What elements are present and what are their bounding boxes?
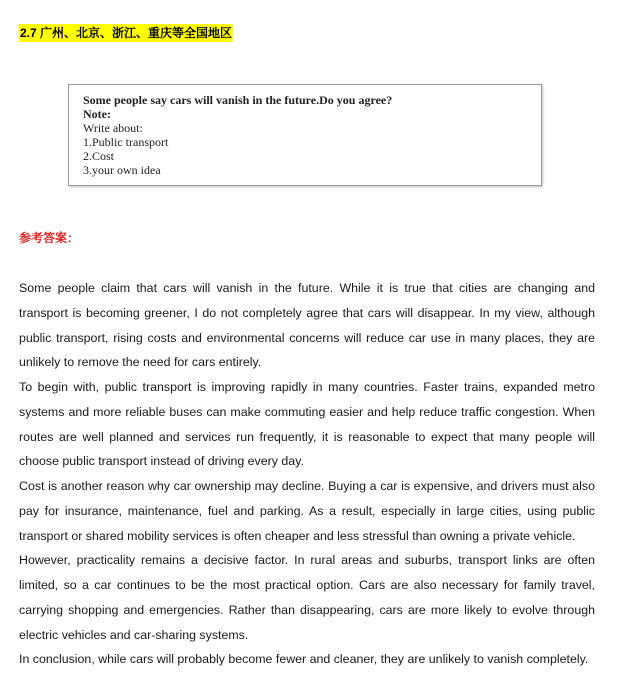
essay-paragraph: To begin with, public transport is improving rapidly in many countries. Faster trains, expanded metro systems and more reliable buses can make commuting easier and help reduce traffic congestion. When routes are well planned and services run frequently, it is reasonable to expect that many people will choose public transport instead of driving every day. [19,380,595,469]
prompt-item: 3.your own idea [83,163,161,177]
essay-paragraph: However, practicality remains a decisive factor. In rural areas and suburbs, transport links are often limited, so a car continues to be the most practical option. Cars are also necessary for family travel, carrying shopping and emergencies. Rather than disappearing, cars are more likely to evolve through electric vehicles and car-sharing systems. [19,553,595,642]
essay-body [19,276,595,672]
prompt-question: Some people say cars will vanish in the future.Do you agree? [83,93,393,107]
essay-paragraph: In conclusion, while cars will probably become fewer and cleaner, they are unlikely to vanish completely. [19,652,589,667]
answer-label: 参考答案： [19,231,80,245]
prompt-item: 1.Public transport [83,135,169,149]
prompt-write-about: Write about: [83,121,143,135]
essay-paragraph: Cost is another reason why car ownership may decline. Buying a car is expensive, and drivers must also pay for insurance, maintenance, fuel and parking. As a result, especially in large cities, using public transport or shared mobility services is often cheaper and less stressful than owning a private vehicle. [19,479,595,543]
essay-paragraph: Some people claim that cars will vanish in the future. While it is true that cities are changing and transport is becoming greener, I do not completely agree that cars will disappear. In my view, although public transport, rising costs and environmental concerns will reduce car use in many places, they are unlikely to remove the need for cars entirely. [19,281,595,370]
writing-prompt-box [68,84,542,186]
section-heading: 2.7 广州、北京、浙江、重庆等全国地区 [20,26,233,40]
prompt-note-label: Note: [83,107,111,121]
prompt-item: 2.Cost [83,149,115,163]
